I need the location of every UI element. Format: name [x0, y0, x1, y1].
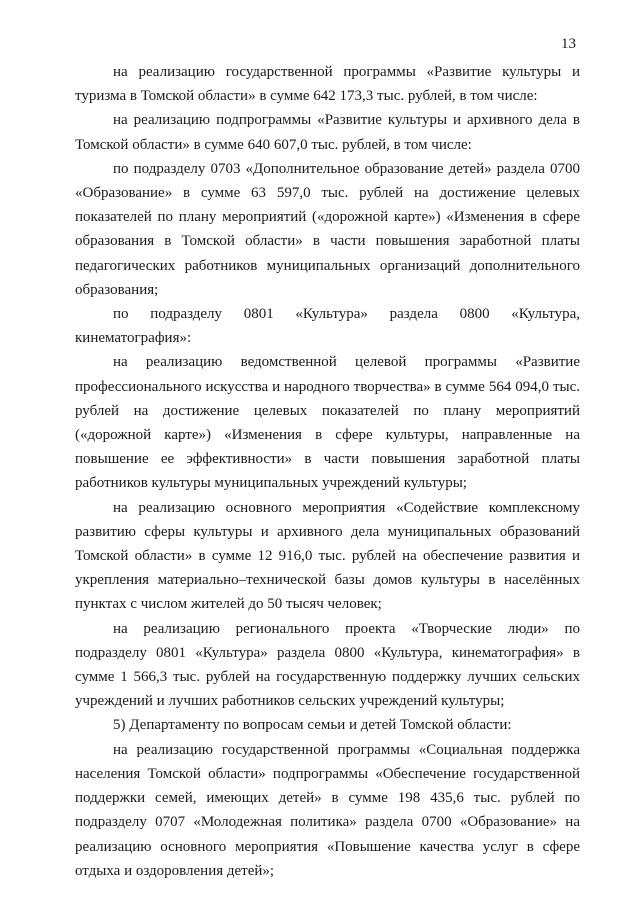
- paragraph: на реализацию государственной программы «Социальная поддержка населения Томской области» подпрограммы «Обеспечение государственной поддержки семей, имеющих детей» в сумме 198 435,6 тыс. рублей по подразделу 0707 «Молодежная политика» раздела 0700 «Образование» на реализацию основного мероприятия «Повышение качества услуг в сфере отдыха и оздоровления детей»;: [75, 741, 580, 879]
- paragraph: по подразделу 0801 «Культура» раздела 0800 «Культура, кинематография»:: [75, 306, 580, 347]
- page-number: 13: [561, 36, 576, 52]
- paragraph: 5) Департаменту по вопросам семьи и детей Томской области:: [113, 717, 512, 734]
- paragraph: по подразделу 0703 «Дополнительное образование детей» раздела 0700 «Образование» в сумме 63 597,0 тыс. рублей на достижение целевых показателей по плану мероприятий («дорожной карте») «Изменения в сфере образования в Томской области» в части повышения заработной платы педагогических работников муниципальных организаций дополнительного образования;: [75, 160, 580, 298]
- paragraph: на реализацию регионального проекта «Творческие люди» по подразделу 0801 «Культура» раздела 0800 «Культура, кинематография» в сумме 1 566,3 тыс. рублей на государственную поддержку лучших сельских учреждений и лучших работников сельских учреждений культуры;: [75, 620, 580, 710]
- body-text: [75, 60, 580, 883]
- paragraph: на реализацию государственной программы «Развитие культуры и туризма в Томской области» в сумме 642 173,3 тыс. рублей, в том числе:: [75, 64, 580, 105]
- paragraph: на реализацию ведомственной целевой программы «Развитие профессионального искусства и народного творчества» в сумме 564 094,0 тыс. рублей на достижение целевых показателей по плану мероприятий («дорожной карте») «Изменения в сфере культуры, направленные на повышение ее эффективности» в части повышения заработной платы работников культуры муниципальных учреждений культуры;: [75, 354, 580, 492]
- paragraph: на реализацию подпрограммы «Развитие культуры и архивного дела в Томской области» в сумме 640 607,0 тыс. рублей, в том числе:: [75, 112, 580, 153]
- paragraph: на реализацию основного мероприятия «Содействие комплексному развитию сферы культуры и архивного дела муниципальных образований Томской области» в сумме 12 916,0 тыс. рублей на обеспечение развития и укрепления материально–технической базы домов культуры в населённых пунктах с числом жителей до 50 тысяч человек;: [75, 499, 580, 613]
